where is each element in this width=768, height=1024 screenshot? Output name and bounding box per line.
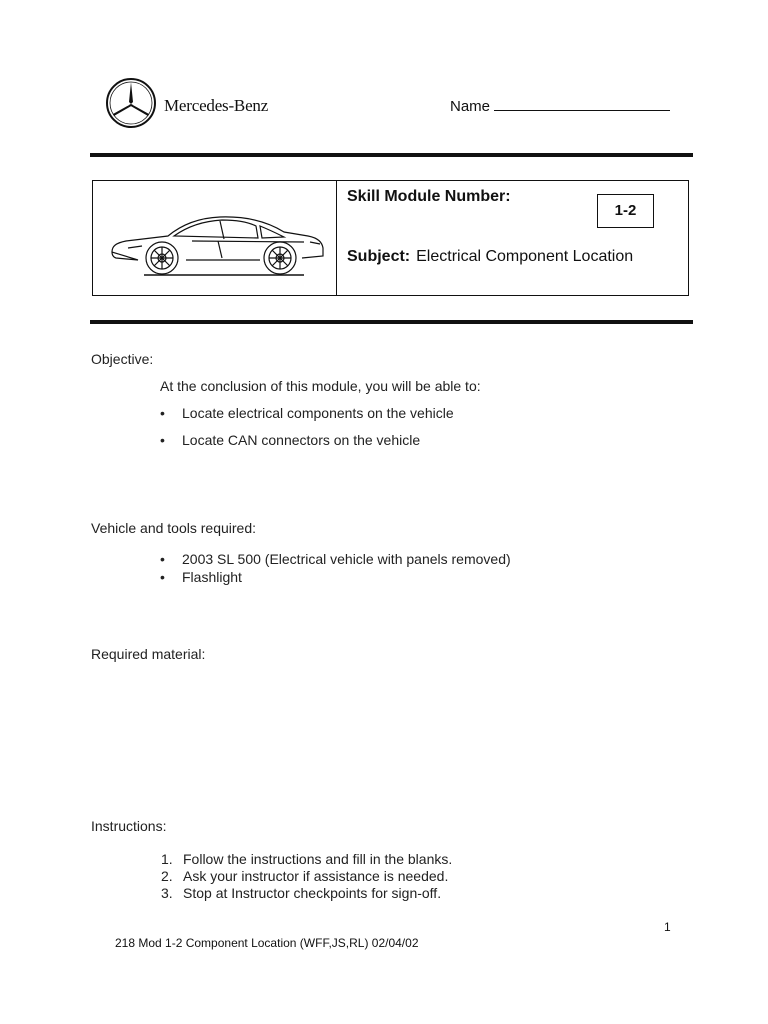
page-number: 1	[664, 920, 671, 934]
footer-doc-id: 218 Mod 1-2 Component Location (WFF,JS,RL) 02/04/02	[115, 936, 419, 950]
module-number: 1-2	[597, 194, 654, 228]
list-item: 3. Stop at Instructor checkpoints for sign-off.	[161, 885, 442, 901]
list-item: • Locate CAN connectors on the vehicle	[160, 432, 421, 448]
box-divider	[336, 180, 337, 296]
name-label: Name	[450, 98, 491, 115]
list-item: • Locate electrical components on the vehicle	[160, 405, 454, 421]
subject-value: Electrical Component Location	[416, 248, 634, 265]
bottom-rule	[90, 320, 693, 324]
bullet-icon: •	[160, 432, 165, 448]
subject-line	[347, 248, 633, 266]
material-heading: Required material:	[91, 646, 206, 662]
instructions-heading: Instructions:	[91, 818, 167, 834]
name-field	[450, 96, 670, 115]
bullet-icon: •	[160, 551, 165, 567]
list-item: • Flashlight	[160, 569, 242, 585]
name-blank	[494, 96, 670, 111]
objective-heading: Objective:	[91, 351, 154, 367]
list-item: 1. Follow the instructions and fill in the blanks.	[161, 851, 453, 867]
objective-intro: At the conclusion of this module, you will be able to:	[160, 378, 481, 394]
brand-name: Mercedes-Benz	[164, 96, 269, 115]
list-item: • 2003 SL 500 (Electrical vehicle with panels removed)	[160, 551, 511, 567]
skill-module-label: Skill Module Number:	[347, 188, 511, 205]
car-illustration-icon	[108, 208, 328, 278]
mercedes-star-logo-icon	[105, 77, 157, 129]
top-rule	[90, 153, 693, 157]
list-item: 2. Ask your instructor if assistance is needed.	[161, 868, 449, 884]
subject-label: Subject:	[347, 248, 411, 265]
tools-heading: Vehicle and tools required:	[91, 520, 256, 536]
bullet-icon: •	[160, 569, 165, 585]
bullet-icon: •	[160, 405, 165, 421]
